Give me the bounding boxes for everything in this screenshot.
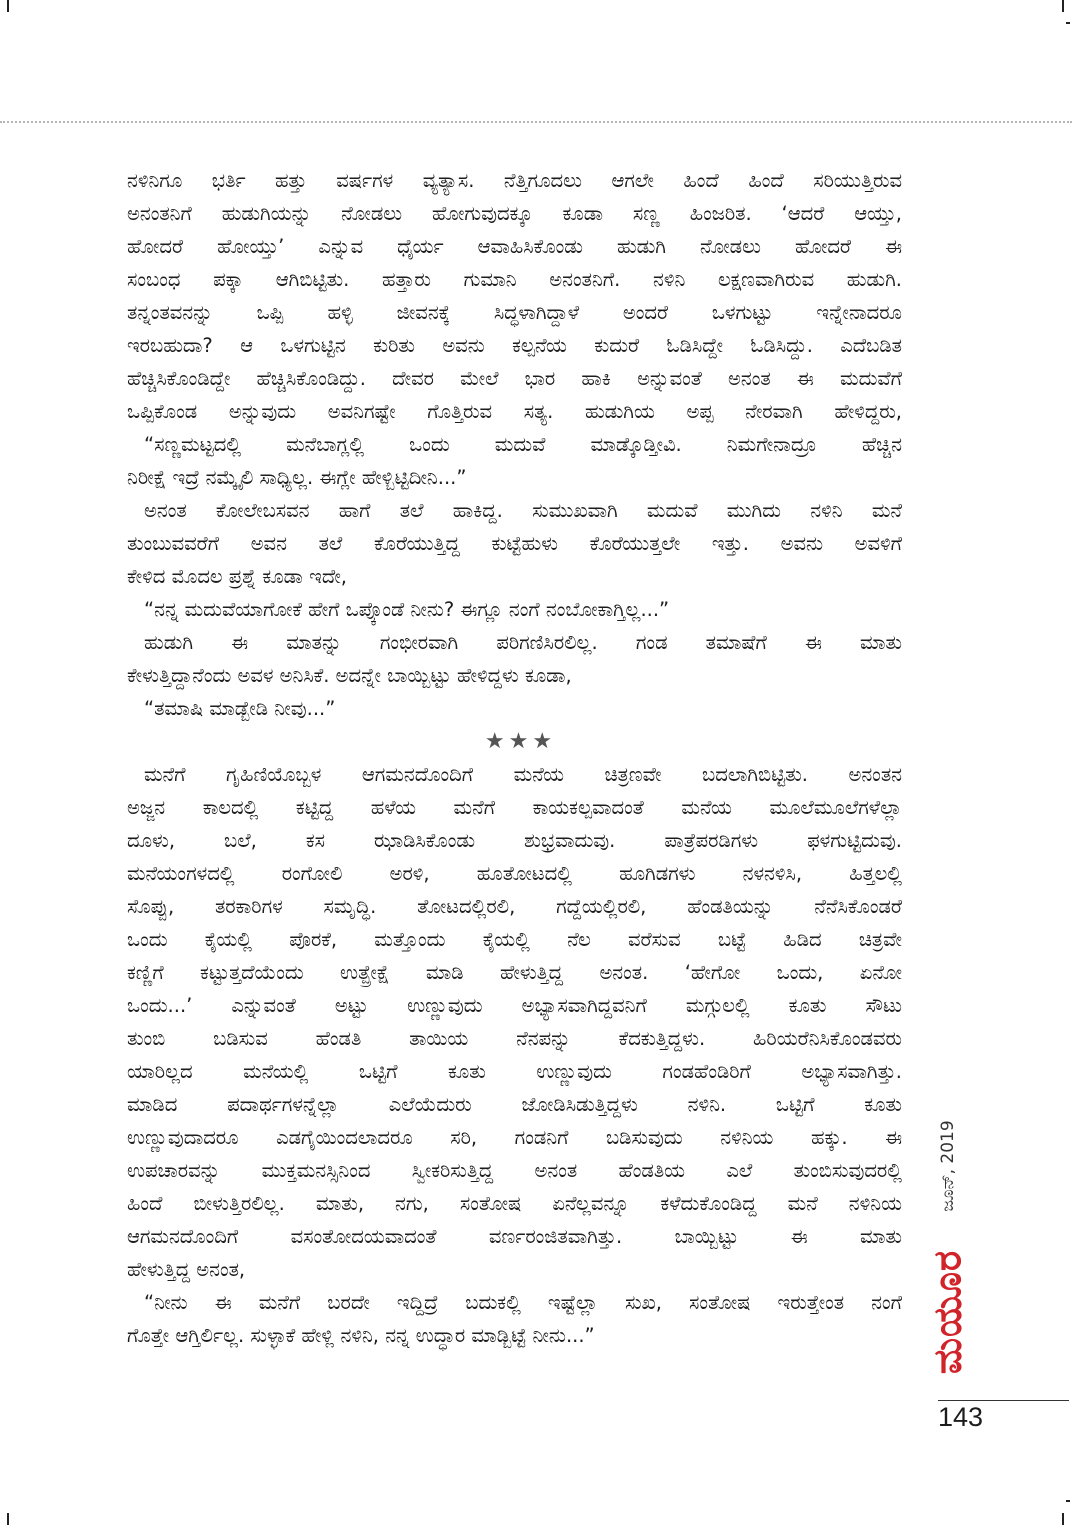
dialogue-line: “ನೀನು ಈ ಮನೆಗೆ ಬರದೇ ಇದ್ದಿದ್ರೆ ಬದುಕಲ್ಲಿ ಇಷ್ಟೆಲ್ಲಾ ಸುಖ, ಸಂತೋಷ ಇರುತ್ತೇಂತ ನಂಗೆ xyxy=(144,1291,902,1314)
text-line: ತನ್ನಂತವನನ್ನು ಒಪ್ಪಿ ಹಳ್ಳಿ ಜೀವನಕ್ಕೆ ಸಿದ್ಧಳಾಗಿದ್ದಾಳೆ ಅಂದರೆ ಒಳಗುಟ್ಟು ಇನ್ನೇನಾದರೂ xyxy=(127,301,902,324)
text-line: ನಳಿನಿಗೂ ಭರ್ತಿ ಹತ್ತು ವರ್ಷಗಳ ವ್ಯತ್ಯಾಸ. ನೆತ್ತಿಗೂದಲು ಆಗಲೇ ಹಿಂದೆ ಹಿಂದೆ ಸರಿಯುತ್ತಿರುವ xyxy=(127,169,902,192)
text-line: ಸಂಬಂಧ ಪಕ್ಕಾ ಆಗಿಬಿಟ್ಟಿತು. ಹತ್ತಾರು ಗುಮಾನಿ ಅನಂತನಿಗೆ. ನಳಿನಿ ಲಕ್ಷಣವಾಗಿರುವ ಹುಡುಗಿ. xyxy=(127,268,902,291)
crop-mark xyxy=(1062,0,1064,12)
text-line: ತುಂಬಿ ಬಡಿಸುವ ಹೆಂಡತಿ ತಾಯಿಯ ನೆನಪನ್ನು ಕೆದಕುತ್ತಿದ್ದಳು. ಹಿರಿಯರೆನಿಸಿಕೊಂಡವರು xyxy=(127,1027,902,1050)
text-line: ಉಣ್ಣುವುದಾದರೂ ಎಡಗೈಯಿಂದಲಾದರೂ ಸರಿ, ಗಂಡನಿಗೆ ಬಡಿಸುವುದು ನಳಿನಿಯ ಹಕ್ಕು. ಈ xyxy=(127,1126,902,1149)
text-line: ಕೇಳುತ್ತಿದ್ದಾನೆಂದು ಅವಳ ಅನಿಸಿಕೆ. ಅದನ್ನೇ ಬಾಯ್ಬಿಟ್ಟು ಹೇಳಿದ್ದಳು ಕೂಡಾ, xyxy=(127,664,572,687)
text-line: ಹಿಂದೆ ಬೀಳುತ್ತಿರಲಿಲ್ಲ. ಮಾತು, ನಗು, ಸಂತೋಷ ಏನೆಲ್ಲವನ್ನೂ ಕಳೆದುಕೊಂಡಿದ್ದ ಮನೆ ನಳಿನಿಯ xyxy=(127,1192,902,1215)
text-line: ಆಗಮನದೊಂದಿಗೆ ವಸಂತೋದಯವಾದಂತೆ ವರ್ಣರಂಜಿತವಾಗಿತ್ತು. ಬಾಯ್ಬಿಟ್ಟು ಈ ಮಾತು xyxy=(127,1225,902,1248)
text-line: ತುಂಬುವವರೆಗೆ ಅವನ ತಲೆ ಕೊರೆಯುತ್ತಿದ್ದ ಕುಟ್ಟೆಹುಳು ಕೊರೆಯುತ್ತಲೇ ಇತ್ತು. ಅವನು ಅವಳಿಗೆ xyxy=(127,532,902,555)
text-line: ಹೇಳುತ್ತಿದ್ದ ಅನಂತ, xyxy=(127,1258,246,1281)
dialogue-line: “ನನ್ನ ಮದುವೆಯಾಗೋಕೆ ಹೇಗೆ ಒಪ್ಕೊಂಡೆ ನೀನು? ಈಗ್ಲೂ ನಂಗೆ ನಂಬೋಕಾಗ್ತಿಲ್ಲ...” xyxy=(144,598,670,621)
text-line: ಒಂದು ಕೈಯಲ್ಲಿ ಪೊರಕೆ, ಮತ್ತೊಂದು ಕೈಯಲ್ಲಿ ನೆಲ ವರೆಸುವ ಬಟ್ಟೆ ಹಿಡಿದ ಚಿತ್ರವೇ xyxy=(127,928,902,951)
text-line: ಹೋದರೆ ಹೋಯ್ತು’ ಎನ್ನುವ ಧೈರ್ಯ ಆವಾಹಿಸಿಕೊಂಡು ಹುಡುಗಿ ನೋಡಲು ಹೋದರೆ ಈ xyxy=(127,235,902,258)
text-line: ಹುಡುಗಿ ಈ ಮಾತನ್ನು ಗಂಭೀರವಾಗಿ ಪರಿಗಣಿಸಿರಲಿಲ್ಲ. ಗಂಡ ತಮಾಷೆಗೆ ಈ ಮಾತು xyxy=(144,631,902,654)
crop-mark xyxy=(1062,1513,1064,1525)
text-line: ಕೇಳಿದ ಮೊದಲ ಪ್ರಶ್ನೆ ಕೂಡಾ ಇದೇ, xyxy=(127,565,348,588)
text-line: ಮಾಡಿದ ಪದಾರ್ಥಗಳನ್ನೆಲ್ಲಾ ಎಲೆಯೆದುರು ಜೋಡಿಸಿಡುತ್ತಿದ್ದಳು ನಳಿನಿ. ಒಟ್ಟಿಗೆ ಕೂತು xyxy=(127,1093,902,1116)
dialogue-line: “ಸಣ್ಣಮಟ್ಟದಲ್ಲಿ ಮನೆಬಾಗ್ಲಲ್ಲಿ ಒಂದು ಮದುವೆ ಮಾಡ್ಕೊಡ್ತೀವಿ. ನಿಮಗೇನಾದ್ರೂ ಹೆಚ್ಚಿನ xyxy=(144,433,902,456)
footer-rule xyxy=(938,1400,1069,1401)
text-line: ಅನಂತನಿಗೆ ಹುಡುಗಿಯನ್ನು ನೋಡಲು ಹೋಗುವುದಕ್ಕೂ ಕೂಡಾ ಸಣ್ಣ ಹಿಂಜರಿತ. ‘ಆದರೆ ಆಯ್ತು, xyxy=(127,202,902,225)
text-line: ಸೊಪ್ಪು, ತರಕಾರಿಗಳ ಸಮೃದ್ಧಿ. ತೋಟದಲ್ಲಿರಲಿ, ಗದ್ದೆಯಲ್ಲಿರಲಿ, ಹೆಂಡತಿಯನ್ನು ನೆನೆಸಿಕೊಂಡರೆ xyxy=(127,895,902,918)
section-break-stars: ★★★ xyxy=(484,729,557,754)
issue-date-label xyxy=(918,1106,978,1226)
issue-date-text: ಜೂನ್, 2019 xyxy=(938,1120,958,1212)
text-line: ಅಜ್ಜನ ಕಾಲದಲ್ಲಿ ಕಟ್ಟಿದ್ದ ಹಳೆಯ ಮನೆಗೆ ಕಾಯಕಲ್ಪವಾದಂತೆ ಮನೆಯ ಮೂಲೆಮೂಲೆಗಳೆಲ್ಲಾ xyxy=(127,796,902,819)
dialogue-line: “ತಮಾಷಿ ಮಾಡ್ಬೇಡಿ ನೀವು...” xyxy=(144,697,336,720)
text-line: ಮನೆಯಂಗಳದಲ್ಲಿ ರಂಗೋಲಿ ಅರಳಿ, ಹೂತೋಟದಲ್ಲಿ ಹೂಗಿಡಗಳು ನಳನಳಿಸಿ, ಹಿತ್ತಲಲ್ಲಿ xyxy=(127,862,902,885)
text-line: ಮನೆಗೆ ಗೃಹಿಣಿಯೊಬ್ಬಳ ಆಗಮನದೊಂದಿಗೆ ಮನೆಯ ಚಿತ್ರಣವೇ ಬದಲಾಗಿಬಿಟ್ಟಿತು. ಅನಂತನ xyxy=(144,763,902,786)
text-line: ಅನಂತ ಕೋಲೇಬಸವನ ಹಾಗೆ ತಲೆ ಹಾಕಿದ್ದ. ಸುಮುಖವಾಗಿ ಮದುವೆ ಮುಗಿದು ನಳಿನಿ ಮನೆ xyxy=(144,499,902,522)
text-line: ಕಣ್ಣಿಗೆ ಕಟ್ಟುತ್ತದೆಯೆಂದು ಉತ್ಪ್ರೇಕ್ಷೆ ಮಾಡಿ ಹೇಳುತ್ತಿದ್ದ ಅನಂತ. ‘ಹೇಗೋ ಒಂದು, ಏನೋ xyxy=(127,961,902,984)
text-line: ಉಪಚಾರವನ್ನು ಮುಕ್ತಮನಸ್ಸಿನಿಂದ ಸ್ವೀಕರಿಸುತ್ತಿದ್ದ ಅನಂತ ಹೆಂಡತಿಯ ಎಲೆ ತುಂಬಿಸುವುದರಲ್ಲಿ xyxy=(127,1159,902,1182)
magazine-name-text: ಮಯೂರ xyxy=(925,1249,970,1375)
crop-mark xyxy=(7,1513,9,1525)
text-line: ಯಾರಿಲ್ಲದ ಮನೆಯಲ್ಲಿ ಒಟ್ಟಿಗೆ ಕೂತು ಉಣ್ಣುವುದು ಗಂಡಹೆಂಡಿರಿಗೆ ಅಭ್ಯಾಸವಾಗಿತ್ತು. xyxy=(127,1060,902,1083)
crop-mark xyxy=(1066,22,1070,24)
crop-mark xyxy=(1066,1500,1070,1502)
text-line: ಇರಬಹುದಾ? ಆ ಒಳಗುಟ್ಟಿನ ಕುರಿತು ಅವನು ಕಲ್ಪನೆಯ ಕುದುರೆ ಓಡಿಸಿದ್ದೇ ಓಡಿಸಿದ್ದು. ಎದೆಬಡಿತ xyxy=(127,334,902,357)
dialogue-line: ನಿರೀಕ್ಷೆ ಇದ್ರೆ ನಮ್ಕೈಲಿ ಸಾಧ್ಯಿಲ್ಲ. ಈಗ್ಲೇ ಹೇಳ್ಬಿಟ್ಟಿದೀನಿ...” xyxy=(127,466,467,489)
text-line: ಹೆಚ್ಚಿಸಿಕೊಂಡಿದ್ದೇ ಹೆಚ್ಚಿಸಿಕೊಂಡಿದ್ದು. ದೇವರ ಮೇಲೆ ಭಾರ ಹಾಕಿ ಅನ್ನುವಂತೆ ಅನಂತ ಈ ಮದುವೆಗೆ xyxy=(127,367,902,390)
dialogue-line: ಗೊತ್ತೇ ಆಗ್ತಿರ್ಲಿಲ್ಲ. ಸುಳ್ಳಾಕೆ ಹೇಳ್ಲಿ ನಳಿನಿ, ನನ್ನ ಉದ್ಧಾರ ಮಾಡ್ಬಿಟ್ಟೆ ನೀನು...” xyxy=(127,1324,595,1347)
page-number: 143 xyxy=(938,1402,984,1432)
article-body xyxy=(127,164,902,1352)
magazine-masthead xyxy=(918,1232,978,1392)
crop-mark xyxy=(7,0,9,12)
text-line: ದೂಳು, ಬಲೆ, ಕಸ ಝಾಡಿಸಿಕೊಂಡು ಶುಭ್ರವಾದುವು. ಪಾತ್ರೆಪರಡಿಗಳು ಫಳಗುಟ್ಟಿದುವು. xyxy=(127,829,902,852)
header-dotted-rule xyxy=(0,121,1072,123)
text-line: ಒಂದು...’ ಎನ್ನುವಂತೆ ಅಟ್ಟು ಉಣ್ಣುವುದು ಅಭ್ಯಾಸವಾಗಿದ್ದವನಿಗೆ ಮಗ್ಗುಲಲ್ಲಿ ಕೂತು ಸೌಟು xyxy=(127,994,902,1017)
text-line: ಒಪ್ಪಿಕೊಂಡ ಅನ್ನುವುದು ಅವನಿಗಷ್ಟೇ ಗೊತ್ತಿರುವ ಸತ್ಯ. ಹುಡುಗಿಯ ಅಪ್ಪ ನೇರವಾಗಿ ಹೇಳಿದ್ದರು, xyxy=(127,400,902,423)
